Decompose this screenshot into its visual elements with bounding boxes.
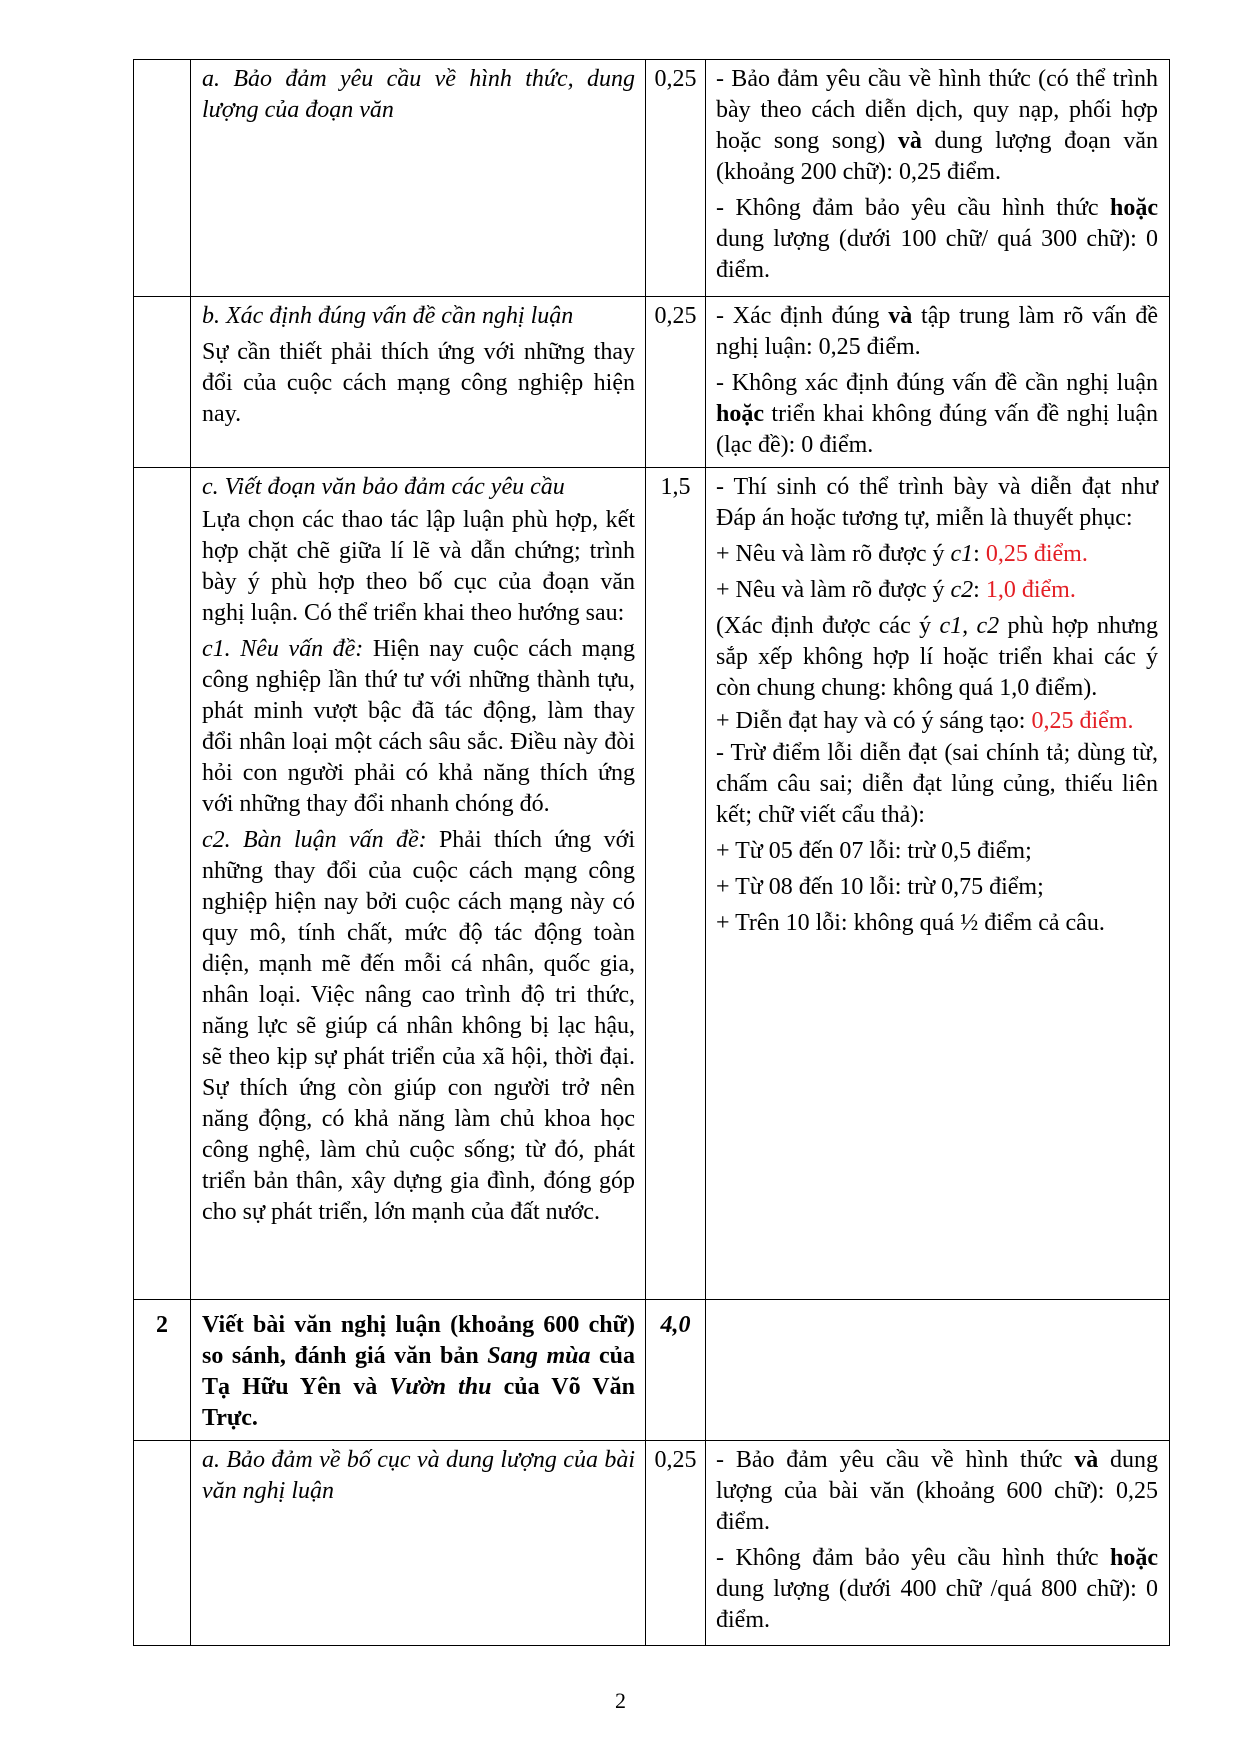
score-cell: 0,25 [646, 297, 706, 468]
item-number-cell [134, 297, 191, 468]
criteria-cell [706, 468, 1170, 1300]
item-number-cell [134, 468, 191, 1300]
requirement-cell [191, 60, 646, 297]
rubric-row-2 [134, 1300, 1170, 1441]
score-cell: 1,5 [646, 468, 706, 1300]
question-title-cell: Viết bài văn nghị luận (khoảng 600 chữ) so sánh, đánh giá văn bản Sang mùa của Tạ Hữu Yên và Vườn thu của Võ Văn Trực. [191, 1300, 646, 1441]
score-cell: 0,25 [646, 1441, 706, 1646]
requirement-body: Sự cần thiết phải thích ứng với những thay đổi của cuộc cách mạng công nghiệp hiện nay. [202, 339, 635, 427]
page-number: 2 [615, 1688, 626, 1713]
criterion: - Không đảm bảo yêu cầu hình thức hoặc dung lượng (dưới 400 chữ /quá 800 chữ): 0 điểm. [716, 1545, 1158, 1633]
score-cell: 4,0 [646, 1300, 706, 1441]
criterion: - Không đảm bảo yêu cầu hình thức hoặc dung lượng (dưới 100 chữ/ quá 300 chữ): 0 điểm. [716, 195, 1158, 283]
criterion-note: (Xác định được các ý c1, c2 phù hợp nhưng sắp xếp không hợp lí hoặc triển khai các ý còn chung chung: không quá 1,0 điểm). [716, 613, 1158, 701]
requirement-cell [191, 468, 646, 1300]
criterion-deduct-3: + Trên 10 lỗi: không quá ½ điểm cả câu. [716, 910, 1105, 936]
criteria-cell [706, 1441, 1170, 1646]
rubric-row-1a [134, 60, 1170, 297]
criterion: - Bảo đảm yêu cầu về hình thức (có thể trình bày theo cách diễn dịch, quy nạp, phối hợp hoặc song song) và dung lượng đoạn văn (khoảng 200 chữ): 0,25 điểm. [716, 66, 1158, 185]
item-number-cell [134, 60, 191, 297]
item-number-cell: 2 [134, 1300, 191, 1441]
requirement-heading: a. Bảo đảm yêu cầu về hình thức, dung lượng của đoạn văn [202, 66, 635, 123]
criterion-deduct: - Trừ điểm lỗi diễn đạt (sai chính tả; dùng từ, chấm câu sai; diễn đạt lủng củng, thiếu liên kết; chữ viết cẩu thả): [716, 740, 1158, 828]
requirement-cell [191, 297, 646, 468]
criteria-cell [706, 60, 1170, 297]
criterion-intro: - Thí sinh có thể trình bày và diễn đạt như Đáp án hoặc tương tự, miễn là thuyết phục: [716, 474, 1158, 531]
rubric-row-1c [134, 468, 1170, 1300]
requirement-heading: b. Xác định đúng vấn đề cần nghị luận [202, 303, 574, 329]
criterion: - Không xác định đúng vấn đề cần nghị luận hoặc triển khai không đúng vấn đề nghị luận (lạc đề): 0 điểm. [716, 370, 1158, 458]
criterion-deduct-1: + Từ 05 đến 07 lỗi: trừ 0,5 điểm; [716, 838, 1032, 864]
criterion: - Xác định đúng và tập trung làm rõ vấn đề nghị luận: 0,25 điểm. [716, 303, 1159, 360]
criterion-style: + Diễn đạt hay và có ý sáng tạo: 0,25 điểm. [716, 708, 1134, 734]
criteria-cell [706, 297, 1170, 468]
criterion-c2: + Nêu và làm rõ được ý c2: 1,0 điểm. [716, 577, 1076, 603]
rubric-row-1b [134, 297, 1170, 468]
rubric-row-2a [134, 1441, 1170, 1646]
requirement-heading: c. Viết đoạn văn bảo đảm các yêu cầu [202, 474, 565, 500]
criterion-deduct-2: + Từ 08 đến 10 lỗi: trừ 0,75 điểm; [716, 874, 1044, 900]
requirement-heading: a. Bảo đảm về bố cục và dung lượng của bài văn nghị luận [202, 1447, 635, 1504]
criteria-cell [706, 1300, 1170, 1441]
requirement-cell [191, 1441, 646, 1646]
criterion: - Bảo đảm yêu cầu về hình thức và dung lượng của bài văn (khoảng 600 chữ): 0,25 điểm. [716, 1447, 1159, 1535]
requirement-body-c1: c1. Nêu vấn đề: Hiện nay cuộc cách mạng công nghiệp lần thứ tư với những thành tựu, phát minh vượt bậc đã tác động, làm thay đổi nhân loại một cách sâu sắc. Điều này đòi hỏi con người phải có khả năng thích ứng với những thay đổi nhanh chóng đó. [202, 636, 635, 817]
requirement-body: Lựa chọn các thao tác lập luận phù hợp, kết hợp chặt chẽ giữa lí lẽ và dẫn chứng; trình bày ý phù hợp theo bố cục của đoạn văn nghị luận. Có thể triển khai theo hướng sau: [202, 507, 635, 626]
criterion-c1: + Nêu và làm rõ được ý c1: 0,25 điểm. [716, 541, 1088, 567]
score-cell: 0,25 [646, 60, 706, 297]
requirement-body-c2: c2. Bàn luận vấn đề: Phải thích ứng với những thay đổi của cuộc cách mạng công nghiệp hiện nay bởi cuộc cách mạng này có quy mô, tính chất, mức độ tác động toàn diện, mạnh mẽ đến mỗi cá nhân, quốc gia, nhân loại. Việc nâng cao trình độ tri thức, năng lực sẽ giúp cá nhân không bị lạc hậu, sẽ theo kịp sự phát triển của xã hội, thời đại. Sự thích ứng còn giúp con người trở nên năng động, có khả năng làm chủ khoa học công nghệ, làm chủ cuộc sống; từ đó, phát triển bản thân, xây dựng gia đình, đóng góp cho sự phát triển, lớn mạnh của đất nước. [202, 827, 635, 1225]
scoring-rubric-table [133, 59, 1170, 1646]
item-number-cell [134, 1441, 191, 1646]
